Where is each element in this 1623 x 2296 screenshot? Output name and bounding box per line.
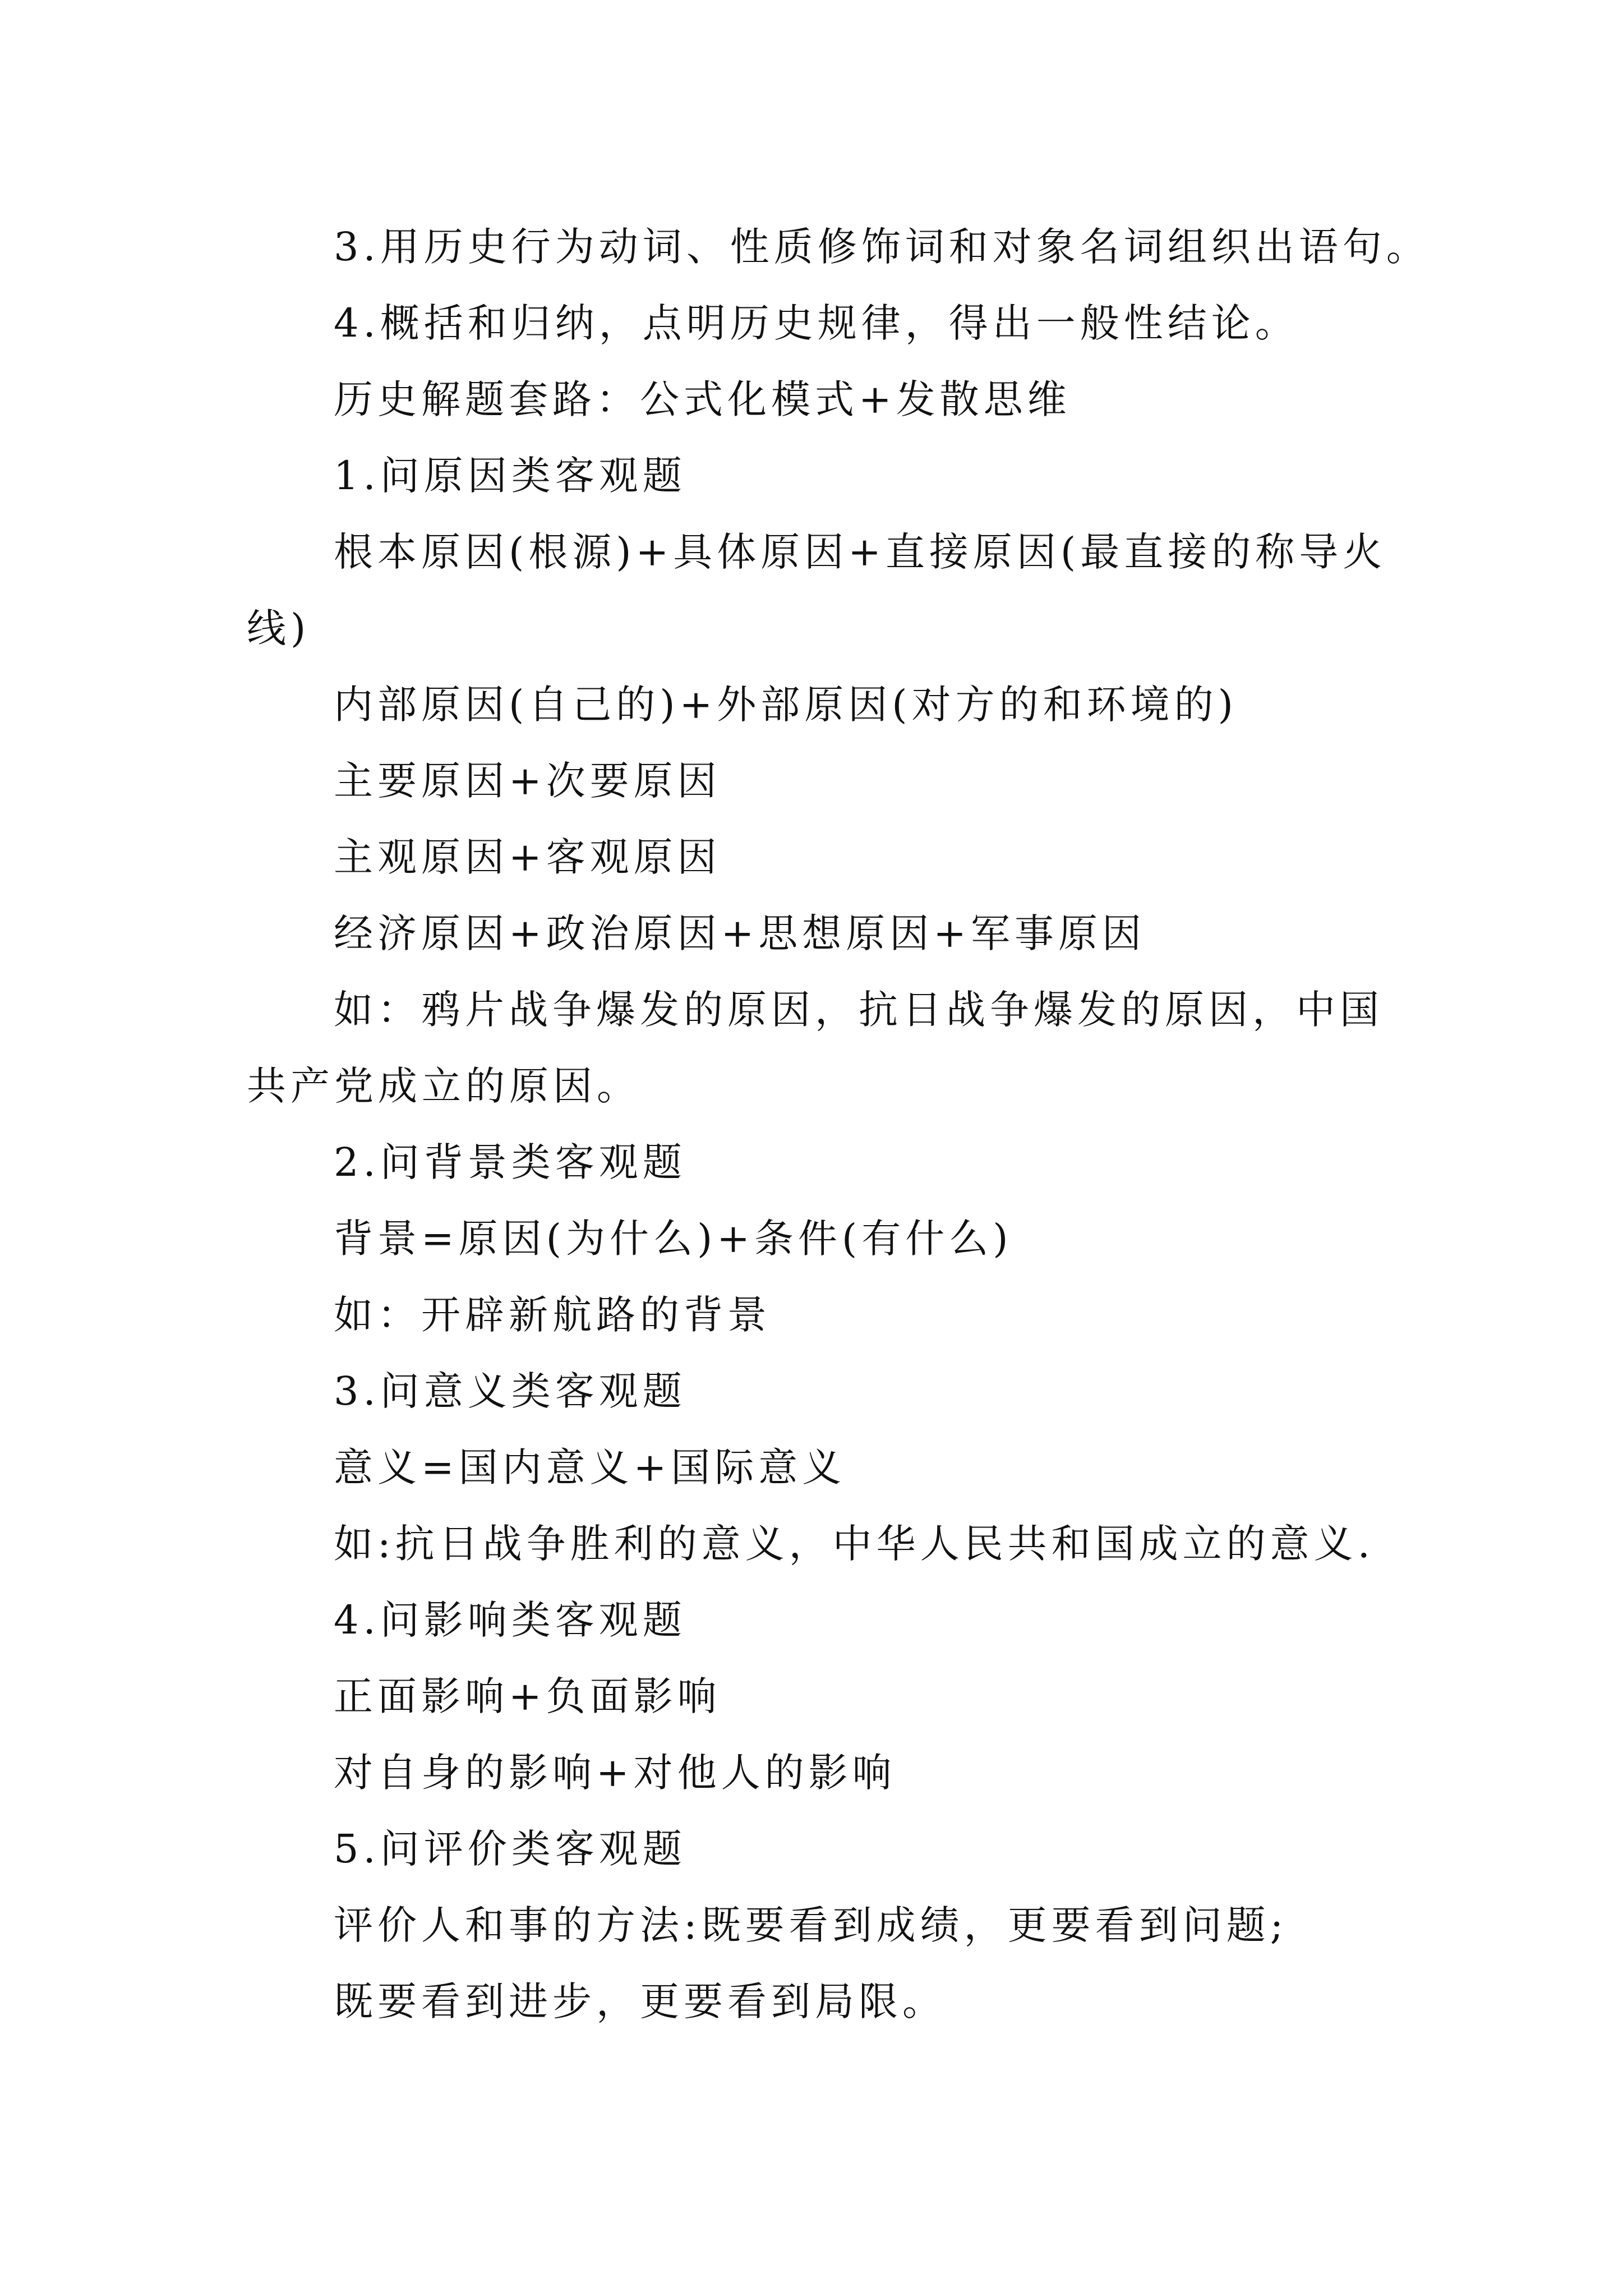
- text-line: 如：开辟新航路的背景: [334, 1292, 771, 1338]
- text-line: 背景=原因(为什么)+条件(有什么): [334, 1216, 1013, 1262]
- document-body: [247, 209, 1430, 2040]
- text-line: 内部原因(自己的)+外部原因(对方的和环境的): [334, 682, 1238, 728]
- text-line: 意义=国内意义+国际意义: [334, 1444, 846, 1490]
- subsection-heading: 4.问影响类客观题: [334, 1597, 686, 1643]
- subsection-heading: 1.问原因类客观题: [334, 453, 686, 499]
- section-heading: 历史解题套路：公式化模式+发散思维: [334, 376, 1071, 422]
- text-line: 4.概括和归纳，点明历史规律，得出一般性结论。: [334, 300, 1299, 346]
- subsection-heading: 5.问评价类客观题: [334, 1826, 686, 1872]
- subsection-heading: 3.问意义类客观题: [334, 1368, 686, 1414]
- text-line: 根本原因(根源)+具体原因+直接原因(最直接的称导火: [334, 529, 1387, 575]
- text-line-continuation: 线): [247, 605, 311, 651]
- text-line: 3.用历史行为动词、性质修饰词和对象名词组织出语句。: [334, 224, 1430, 270]
- text-line-continuation: 共产党成立的原因。: [247, 1063, 640, 1109]
- text-line: 既要看到进步，更要看到局限。: [334, 1978, 946, 2024]
- text-line: 对自身的影响+对他人的影响: [334, 1750, 896, 1796]
- text-line: 如：鸦片战争爆发的原因，抗日战争爆发的原因，中国: [334, 987, 1384, 1033]
- text-line: 评价人和事的方法:既要看到成绩，更要看到问题;: [334, 1902, 1288, 1948]
- text-line: 经济原因+政治原因+思想原因+军事原因: [334, 910, 1146, 956]
- text-line: 如:抗日战争胜利的意义，中华人民共和国成立的意义.: [334, 1521, 1375, 1567]
- subsection-heading: 2.问背景类客观题: [334, 1139, 686, 1185]
- text-line: 主观原因+客观原因: [334, 834, 721, 880]
- text-line: 正面影响+负面影响: [334, 1673, 721, 1719]
- text-line: 主要原因+次要原因: [334, 758, 721, 804]
